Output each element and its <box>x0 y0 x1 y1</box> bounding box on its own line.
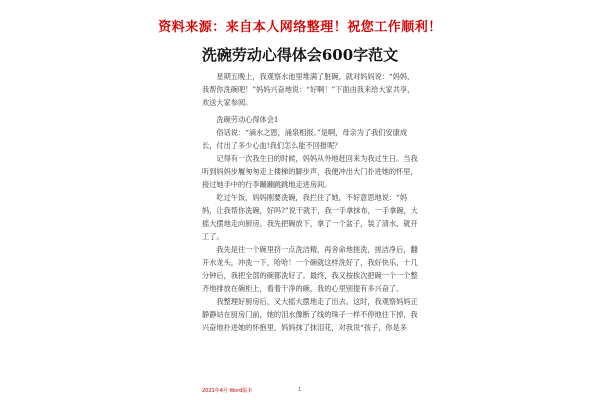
section-heading: 洗碗劳动心得体会1 <box>216 115 279 124</box>
paragraph-intro: 星期五晚上，我观察水池里堆满了脏碗，就对妈妈说：“妈妈，我帮你洗碗吧！”妈妈兴奋地说：“好啊！”下面由我来给大家共享，欢送大家参阅。 <box>202 72 415 107</box>
paragraph: 俗话说：“滴水之恩，涌泉相报。”是啊，母亲为了我们安康成长，付出了多少心血!我们怎么能不回报呢？ <box>202 128 408 150</box>
paragraph: 我整理好厨房后，又大摇大摆地走了出去。这时，我观察妈妈正静静站在厨房门前，她的泪水像断了线的珠子一样不停地往下掉，我兴奋地扑进她的怀抱里，妈妈抹了抹泪花，对我说“孩子，你是多 <box>202 297 418 332</box>
footer-date: 2021年4月 <box>202 388 228 394</box>
page-footer <box>202 387 402 394</box>
paragraph: 记得有一次我生日的时候，妈妈从外地赶回来为我过生日。当我听到妈妈步履匆匆走上楼梯的脚步声，我便冲出大门扑进她的怀里，接过她手中的行李蹦蹦跳跳地走进房间。 <box>202 154 418 189</box>
document-body <box>202 70 420 334</box>
footer-type: Word版本 <box>229 388 253 394</box>
paragraph: 我先是往一个碗里挤一点洗洁精，再舍命地搓洗，搓洁净后，翻开水龙头，冲洗一下，哈哈！一个碗就这样洗好了，我好快乐，十几分钟后，我把全部的碗都洗好了。最终，我又按挨次把碗一个一个整齐地排放在碗柜上，看着干净的碗，我的心里别提有多兴奋了。 <box>202 245 418 293</box>
document-title: 洗碗劳动心得体会600字范文 <box>201 46 399 64</box>
page-number: 1 <box>298 387 302 393</box>
source-notice: 资料来源：来自本人网络整理！祝您工作顺利！ <box>158 20 442 35</box>
paragraph: 吃过午饭，妈妈刚要洗碗，我拦住了她，不好意思地说：“妈妈，让我帮你洗碗，好吗?”说干就干，我一手拿抹布，一手拿碗，大摇大摆地走向厨房。我先把碗放下，拿了一个盆子，装了清水，就开工了。 <box>202 193 418 241</box>
